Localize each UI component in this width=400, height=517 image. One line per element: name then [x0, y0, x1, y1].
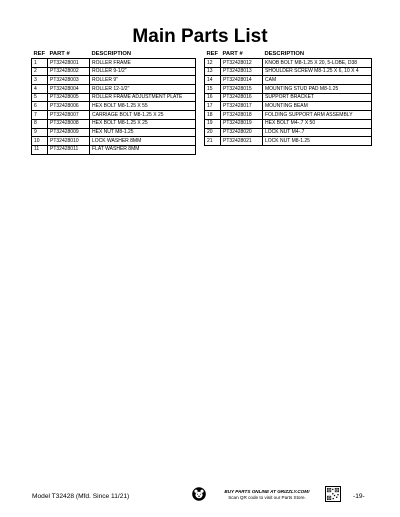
table-row — [32, 85, 196, 94]
header-part: PART # — [49, 51, 70, 57]
header-description: DESCRIPTION — [91, 51, 132, 57]
part-number-cell: PT32428001 — [48, 59, 90, 68]
ref-cell: 2 — [32, 67, 48, 76]
ref-cell: 19 — [205, 119, 221, 128]
part-number-cell: PT32428009 — [48, 128, 90, 137]
table-row — [205, 128, 372, 137]
qr-code-icon — [325, 486, 341, 502]
part-number-cell: PT32428007 — [48, 111, 90, 120]
description-cell: FLAT WASHER 8MM — [90, 145, 196, 154]
ref-cell: 21 — [205, 137, 221, 146]
ref-cell: 15 — [205, 85, 221, 94]
description-cell: HEX BOLT M8-1.25 X 55 — [90, 102, 196, 111]
ref-cell: 20 — [205, 128, 221, 137]
description-cell: MOUNTING BEAM — [263, 102, 372, 111]
ref-cell: 14 — [205, 76, 221, 85]
ref-cell: 11 — [32, 145, 48, 154]
table-row — [205, 67, 372, 76]
ref-cell: 8 — [32, 119, 48, 128]
description-cell: SHOULDER SCREW M8-1.25 X 6, 10 X 4 — [263, 67, 372, 76]
part-number-cell: PT32428005 — [48, 93, 90, 102]
table-row — [32, 76, 196, 85]
table-row — [205, 119, 372, 128]
description-cell: HEX BOLT M8-1.25 X 25 — [90, 119, 196, 128]
description-cell: ROLLER 12-1/2" — [90, 85, 196, 94]
promo-text — [211, 489, 323, 501]
description-cell: LOCK NUT M4-.7 — [263, 128, 372, 137]
part-number-cell: PT32428004 — [48, 85, 90, 94]
table-row — [205, 137, 372, 146]
parts-table-right — [204, 51, 372, 146]
table-header-row — [205, 51, 372, 59]
table-row — [32, 93, 196, 102]
table-row — [205, 111, 372, 120]
ref-cell: 6 — [32, 102, 48, 111]
table-row — [32, 59, 196, 68]
table-row — [32, 102, 196, 111]
ref-cell: 3 — [32, 76, 48, 85]
ref-cell: 17 — [205, 102, 221, 111]
description-cell: ROLLER 9-1/2" — [90, 67, 196, 76]
header-ref: REF — [206, 51, 219, 57]
page-number: -19- — [353, 493, 365, 500]
description-cell: MOUNTING STUD PAD M8-1.25 — [263, 85, 372, 94]
grizzly-bear-logo-icon — [192, 487, 206, 501]
part-number-cell: PT32428011 — [48, 145, 90, 154]
description-cell: HEX NUT M8-1.25 — [90, 128, 196, 137]
part-number-cell: PT32428008 — [48, 119, 90, 128]
description-cell: LOCK WASHER 8MM — [90, 137, 196, 146]
parts-table-left-body — [32, 59, 196, 155]
ref-cell: 5 — [32, 93, 48, 102]
part-number-cell: PT32428017 — [221, 102, 263, 111]
ref-cell: 16 — [205, 93, 221, 102]
part-number-cell: PT32428010 — [48, 137, 90, 146]
ref-cell: 10 — [32, 137, 48, 146]
ref-cell: 7 — [32, 111, 48, 120]
part-number-cell: PT32428021 — [221, 137, 263, 146]
description-cell: CAM — [263, 76, 372, 85]
ref-cell: 1 — [32, 59, 48, 68]
description-cell: KNOB BOLT M8-1.25 X 20, 5-LOBE, D38 — [263, 59, 372, 68]
table-row — [32, 111, 196, 120]
ref-cell: 13 — [205, 67, 221, 76]
table-row — [205, 93, 372, 102]
table-row — [205, 102, 372, 111]
promo-line-1: BUY PARTS ONLINE AT GRIZZLY.COM! — [224, 489, 310, 494]
part-number-cell: PT32428015 — [221, 85, 263, 94]
table-row — [205, 59, 372, 68]
part-number-cell: PT32428002 — [48, 67, 90, 76]
description-cell: FOLDING SUPPORT ARM ASSEMBLY — [263, 111, 372, 120]
parts-table-left — [31, 51, 196, 155]
description-cell: ROLLER FRAME ADJUSTMENT PLATE — [90, 93, 196, 102]
table-row — [205, 85, 372, 94]
part-number-cell: PT32428006 — [48, 102, 90, 111]
part-number-cell: PT32428016 — [221, 93, 263, 102]
description-cell: ROLLER 9" — [90, 76, 196, 85]
ref-cell: 12 — [205, 59, 221, 68]
table-row — [32, 137, 196, 146]
part-number-cell: PT32428012 — [221, 59, 263, 68]
part-number-cell: PT32428018 — [221, 111, 263, 120]
footer-model: Model T32428 (Mfd. Since 11/21) — [32, 493, 130, 500]
description-cell: CARRIAGE BOLT M8-1.25 X 25 — [90, 111, 196, 120]
part-number-cell: PT32428019 — [221, 119, 263, 128]
ref-cell: 18 — [205, 111, 221, 120]
ref-cell: 9 — [32, 128, 48, 137]
header-description: DESCRIPTION — [264, 51, 305, 57]
description-cell: ROLLER FRAME — [90, 59, 196, 68]
description-cell: LOCK NUT M8-1.25 — [263, 137, 372, 146]
ref-cell: 4 — [32, 85, 48, 94]
header-part: PART # — [222, 51, 243, 57]
part-number-cell: PT32428014 — [221, 76, 263, 85]
description-cell: SUPPORT BRACKET — [263, 93, 372, 102]
parts-table-right-body — [205, 59, 372, 146]
table-row — [32, 128, 196, 137]
description-cell: HEX BOLT M4-.7 X 50 — [263, 119, 372, 128]
part-number-cell: PT32428003 — [48, 76, 90, 85]
header-ref: REF — [33, 51, 46, 57]
table-row — [205, 76, 372, 85]
table-row — [32, 119, 196, 128]
table-header-row — [32, 51, 196, 59]
page-title: Main Parts List — [132, 26, 268, 47]
part-number-cell: PT32428013 — [221, 67, 263, 76]
promo-line-2: Scan QR code to visit our Parts Store. — [228, 495, 306, 500]
table-row — [32, 67, 196, 76]
table-row — [32, 145, 196, 154]
part-number-cell: PT32428020 — [221, 128, 263, 137]
